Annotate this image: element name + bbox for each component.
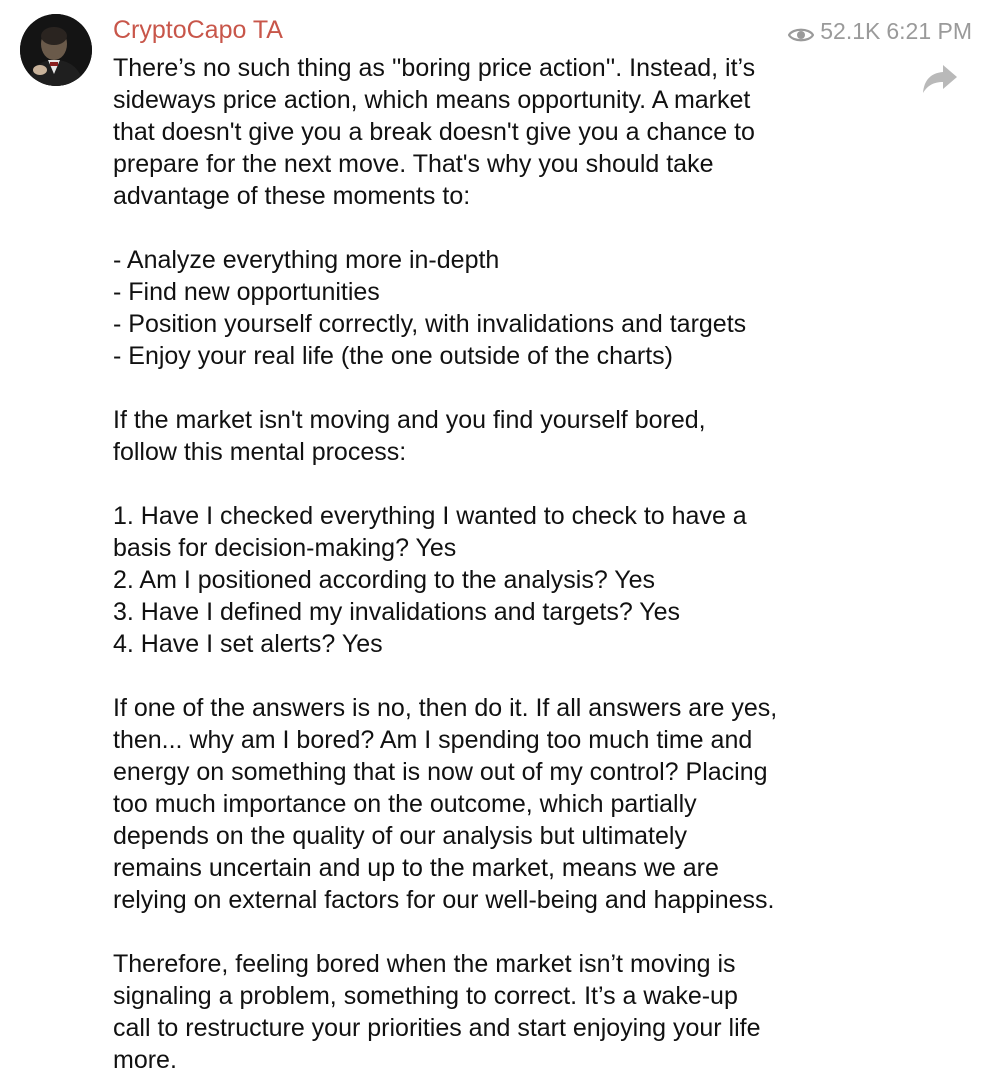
paragraph-gap: [113, 468, 903, 500]
paragraph-gap: [113, 916, 903, 948]
eye-icon: [788, 23, 814, 41]
text-line: energy on something that is now out of my control? Placing: [113, 758, 768, 786]
text-line: then... why am I bored? Am I spending too much time and: [113, 726, 753, 754]
text-line: call to restructure your priorities and start enjoying your life: [113, 1014, 761, 1042]
forward-arrow-icon[interactable]: [921, 62, 959, 96]
text-line: If the market isn't moving and you find yourself bored,: [113, 406, 706, 434]
numbered-item: 2. Am I positioned according to the analysis? Yes: [113, 566, 656, 594]
text-line: remains uncertain and up to the market, means we are: [113, 854, 719, 882]
bullet-item: - Analyze everything more in-depth: [113, 246, 500, 274]
avatar[interactable]: [20, 14, 92, 86]
text-line: more.: [113, 1046, 177, 1074]
numbered-item: 4. Have I set alerts? Yes: [113, 630, 383, 658]
text-line: follow this mental process:: [113, 438, 407, 466]
message-text: [113, 52, 903, 1076]
text-line: sideways price action, which means opportunity. A market: [113, 86, 751, 114]
numbered-item: 1. Have I checked everything I wanted to check to have a: [113, 502, 747, 530]
paragraph-gap: [113, 372, 903, 404]
text-line: prepare for the next move. That's why you should take: [113, 150, 714, 178]
text-line: If one of the answers is no, then do it. If all answers are yes,: [113, 694, 778, 722]
text-line: relying on external factors for our well-being and happiness.: [113, 886, 775, 914]
text-line: signaling a problem, something to correct. It’s a wake-up: [113, 982, 738, 1010]
paragraph-gap: [113, 660, 903, 692]
avatar-image: [20, 14, 92, 86]
message-time: 6:21 PM: [886, 18, 972, 44]
sender-name[interactable]: CryptoCapo TA: [113, 16, 283, 44]
text-line: that doesn't give you a break doesn't give you a chance to: [113, 118, 755, 146]
numbered-item: 3. Have I defined my invalidations and targets? Yes: [113, 598, 681, 626]
text-line: Therefore, feeling bored when the market isn’t moving is: [113, 950, 736, 978]
bullet-item: - Enjoy your real life (the one outside of the charts): [113, 342, 674, 370]
numbered-item: basis for decision-making? Yes: [113, 534, 457, 562]
bullet-item: - Position yourself correctly, with invalidations and targets: [113, 310, 747, 338]
message-meta: [788, 18, 972, 45]
bullet-item: - Find new opportunities: [113, 278, 380, 306]
view-count: 52.1K: [820, 18, 881, 44]
text-line: advantage of these moments to:: [113, 182, 471, 210]
paragraph-gap: [113, 212, 903, 244]
text-line: too much importance on the outcome, which partially: [113, 790, 697, 818]
text-line: There’s no such thing as ''boring price action''. Instead, it’s: [113, 54, 756, 82]
text-line: depends on the quality of our analysis but ultimately: [113, 822, 687, 850]
